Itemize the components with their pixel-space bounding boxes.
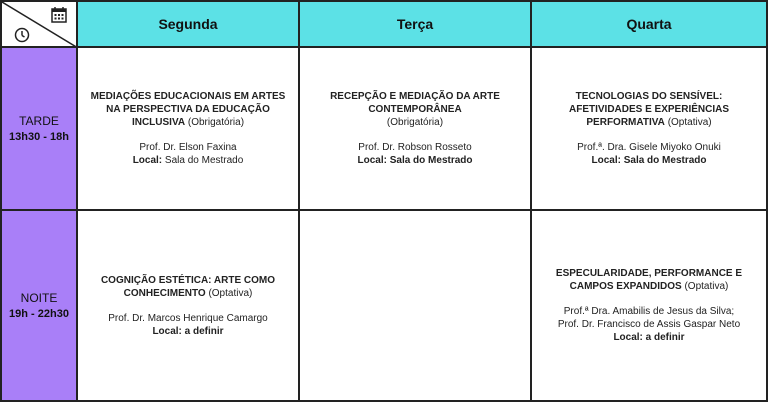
- calendar-icon: [51, 7, 67, 23]
- period-time: 13h30 - 18h: [9, 130, 69, 143]
- course-professor-2: Prof. Dr. Francisco de Assis Gaspar Neto: [557, 319, 741, 330]
- course-type: (Optativa): [684, 281, 729, 292]
- course-cell: [78, 211, 300, 402]
- course-local-value: Sala do Mestrado: [164, 155, 244, 166]
- course-title: TECNOLOGIAS DO SENSÍVEL: AFETIVIDADES E EXPERIÊNCIAS PERFORMATIVA: [568, 91, 730, 128]
- course-type: (Optativa): [667, 117, 712, 128]
- course-cell: [532, 48, 768, 211]
- course-type: (Optativa): [208, 287, 253, 299]
- course-cell: [532, 211, 768, 402]
- course-type: (Obrigatória): [187, 117, 245, 128]
- course-type: (Obrigatória): [386, 117, 444, 128]
- course-title: ESPECULARIDADE, PERFORMANCE E CAMPOS EXPANDIDOS: [555, 268, 743, 292]
- course-professor: Prof. Dr. Elson Faxina: [139, 142, 237, 153]
- corner-cell: [0, 0, 78, 48]
- course-professor: Prof.ª Dra. Amabilis de Jesus da Silva;: [563, 306, 735, 317]
- course-title: MEDIAÇÕES EDUCACIONAIS EM ARTES NA PERSPECTIVA DA EDUCAÇÃO INCLUSIVA: [90, 91, 286, 128]
- clock-icon: [14, 27, 30, 43]
- course-local: Local: a definir: [152, 325, 224, 337]
- period-time: 19h - 22h30: [9, 307, 69, 320]
- course-title: RECEPÇÃO E MEDIAÇÃO DA ARTE CONTEMPORÂNEA: [330, 91, 500, 115]
- course-local: Local: a definir: [613, 332, 685, 343]
- header-terca: Terça: [300, 0, 532, 48]
- period-noite: [0, 211, 78, 402]
- course-local: Local: Sala do Mestrado: [591, 155, 707, 166]
- period-tarde: [0, 48, 78, 211]
- course-cell: [300, 48, 532, 211]
- period-label: NOITE: [20, 290, 58, 305]
- header-quarta: Quarta: [532, 0, 768, 48]
- course-professor: Prof.ª. Dra. Gisele Miyoko Onuki: [577, 142, 721, 153]
- course-local-label: Local:: [132, 155, 163, 166]
- course-professor: Prof. Dr. Robson Rosseto: [358, 142, 472, 153]
- course-title: COGNIÇÃO ESTÉTICA: ARTE COMO CONHECIMENTO: [100, 274, 276, 299]
- header-segunda: Segunda: [78, 0, 300, 48]
- course-professor: Prof. Dr. Marcos Henrique Camargo: [108, 312, 268, 324]
- empty-cell: [300, 211, 532, 402]
- course-local: Local: Sala do Mestrado: [357, 155, 473, 166]
- period-label: TARDE: [19, 113, 59, 128]
- course-cell: [78, 48, 300, 211]
